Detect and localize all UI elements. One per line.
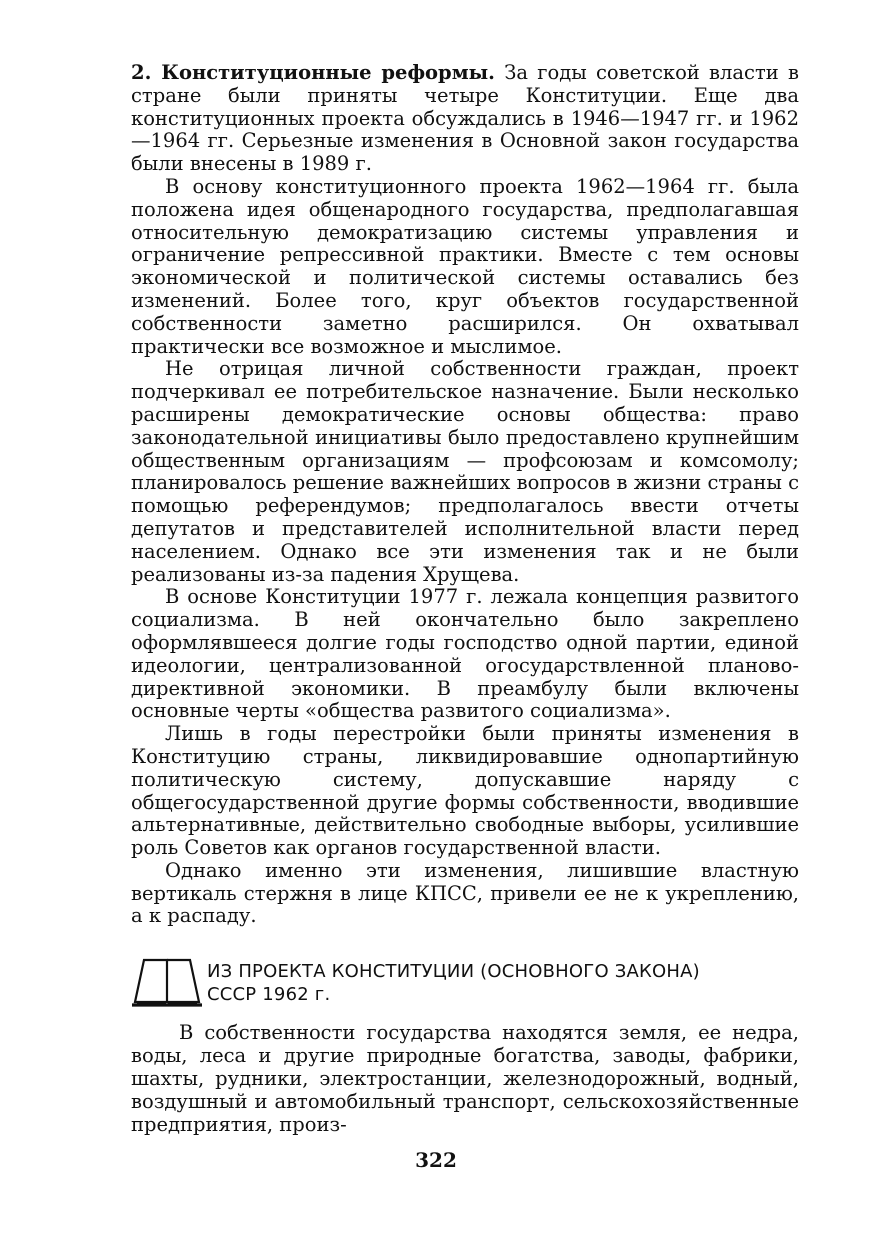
section-text xyxy=(131,62,799,928)
document-title xyxy=(207,960,797,1006)
section-intro-text: За годы советской власти в стране были приняты четыре Конституции. Еще два конституционных проекта обсуждались в 1946—1947 гг. и 1962—1964 гг. Серьезные изменения в Основной закон государства были внесены в 1989 г. xyxy=(131,61,799,176)
open-book-icon xyxy=(131,958,203,1008)
section-intro-paragraph xyxy=(131,62,799,176)
paragraph-1977-constitution: В основе Конституции 1977 г. лежала концепция развитого социализма. В ней окончательно было закреплено оформлявшееся долгие годы господство одной партии, единой идеологии, централизованной огосударствленной планово-директивной экономики. В преамбулу были включены основные черты «общества развитого социализма». xyxy=(131,585,799,723)
paragraph-1962-project: В основу конституционного проекта 1962—1964 гг. была положена идея общенародного государства, предполагавшая относительную демократизацию системы управления и ограничение репрессивной практики. Вместе с тем основы экономической и политической системы оставались без изменений. Более того, круг объектов государственной собственности заметно расширился. Он охватывал практически все возможное и мыслимое. xyxy=(131,174,799,358)
document-excerpt xyxy=(131,1021,799,1136)
document-title-line-1: ИЗ ПРОЕКТА КОНСТИТУЦИИ (ОСНОВНОГО ЗАКОНА) xyxy=(207,961,700,982)
paragraph-conclusion: Однако именно эти изменения, лишившие властную вертикаль стержня в лице КПСС, привели ее не к укреплению, а к распаду. xyxy=(131,858,799,928)
paragraph-property-rights: Не отрицая личной собственности граждан, проект подчеркивал ее потребительское назначение. Были несколько расширены демократические основы общества: право законодательной инициативы было предоставлено крупнейшим общественным организациям — профсоюзам и комсомолу; планировалось решение важнейших вопросов в жизни страны с помощью референдумов; предполагалось ввести отчеты депутатов и представителей исполнительной власти перед населением. Однако все эти изменения так и не были реализованы из-за падения Хрущева. xyxy=(131,357,799,586)
document-title-line-2: СССР 1962 г. xyxy=(207,984,331,1005)
document-excerpt-text: В собственности государства находятся земля, ее недра, воды, леса и другие природные богатства, заводы, фабрики, шахты, рудники, электростанции, железнодорожный, водный, воздушный и автомобильный транспорт, сельскохозяйственные предприятия, произ- xyxy=(131,1021,799,1136)
paragraph-perestroika: Лишь в годы перестройки были приняты изменения в Конституцию страны, ликвидировавшие однопартийную политическую систему, допускавшие наряду с общегосударственной другие формы собственности, вводившие альтернативные, действительно свободные выборы, усилившие роль Советов как органов государственной власти. xyxy=(131,722,799,860)
page-number: 322 xyxy=(415,1148,457,1172)
section-heading: 2. Конституционные реформы. xyxy=(131,61,495,84)
